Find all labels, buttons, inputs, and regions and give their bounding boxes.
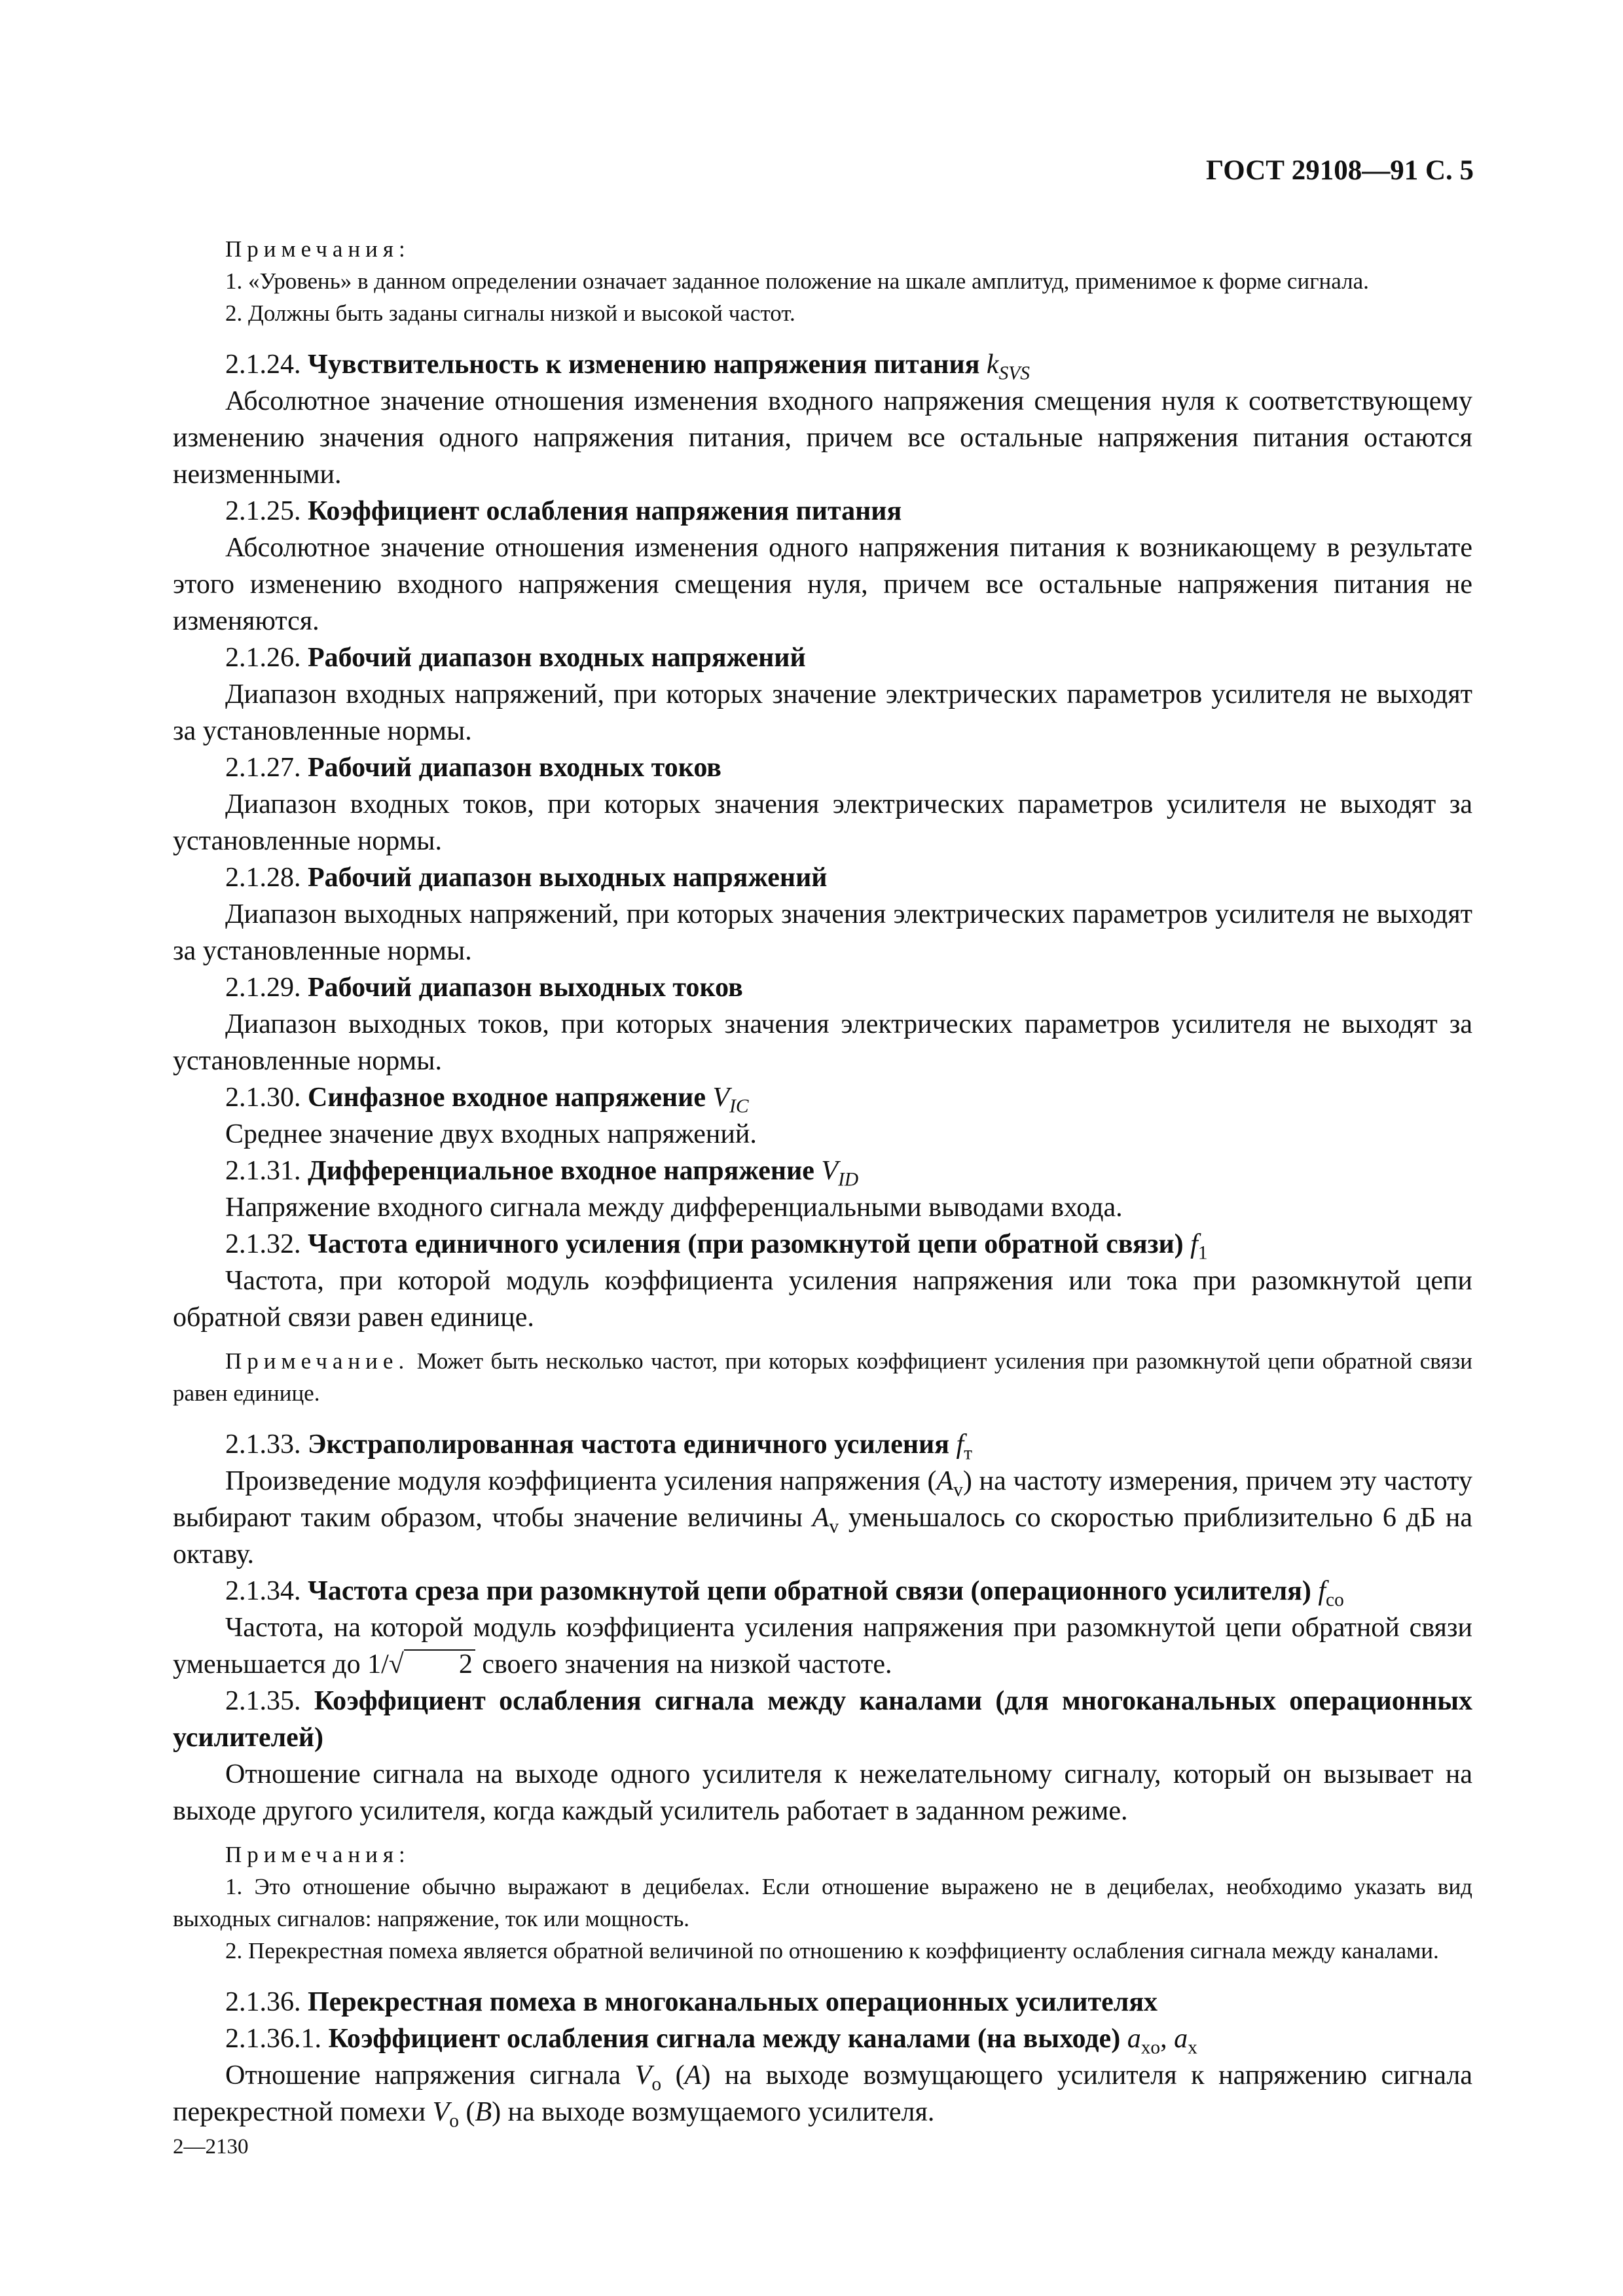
term-symbol: V [712,1083,730,1113]
section-term: Частота среза при разомкнутой цепи обратной связи (операционного усилителя) [308,1576,1311,1606]
section-body: Абсолютное значение отношения изменения одного напряжения питания к возникающему в результате этого изменению входного напряжения смещения нуля, причем все остальные напряжения питания не изменяются. [173,533,1472,636]
section-heading [173,1426,1472,1463]
section-2-1-36-1 [173,2020,1472,2130]
notes-block-2 [173,1839,1472,1967]
note-item: 2. Перекрестная помеха является обратной величиной по отношению к коэффициенту ослабления сигнала между каналами. [225,1938,1439,1964]
section-body: Диапазон входных напряжений, при которых значение электрических параметров усилителя не выходят за установленные нормы. [173,679,1472,746]
note-item: 1. «Уровень» в данном определении означает заданное положение на шкале амплитуд, применимое к форме сигнала. [225,268,1369,294]
section-2-1-34 [173,1573,1472,1683]
section-heading [173,1153,1472,1189]
section-body: Частота, при которой модуль коэффициента усиления напряжения или тока при разомкнутой цепи обратной связи равен единице. [173,1266,1472,1333]
section-2-1-24 [173,346,1472,493]
term-symbol-subscript: co [1326,1589,1344,1611]
section-number: 2.1.33. [225,1429,301,1460]
note-single [173,1345,1472,1409]
term-symbol-subscript: xo [1140,2037,1161,2058]
section-term: Рабочий диапазон входных токов [308,753,721,783]
section-term: Синфазное входное напряжение [308,1083,706,1113]
section-2-1-31 [173,1153,1472,1226]
section-term: Экстраполированная частота единичного усиления [308,1429,949,1460]
section-heading [173,493,1472,529]
term-symbol: k [986,350,999,380]
section-number: 2.1.27. [225,753,301,783]
section-term: Рабочий диапазон входных напряжений [308,643,806,673]
section-term: Коэффициент ослабления сигнала между каналами (для многоканальных операционных усилителей) [173,1686,1472,1753]
term-symbol-subscript: ID [838,1169,859,1191]
section-heading [173,346,1472,383]
fraction: 1/ [367,1649,389,1679]
voltage-symbol-subscript: o [449,2110,459,2132]
note-text: Может быть несколько частот, при которых коэффициент усиления при разомкнутой цепи обратной связи равен единице. [173,1348,1472,1406]
note-item: 1. Это отношение обычно выражают в децибелах. Если отношение выражено не в децибелах, необходимо указать вид выходных сигналов: напряжение, ток или мощность. [173,1874,1472,1931]
term-symbol-subscript: т [964,1443,972,1464]
gain-symbol: A [812,1503,830,1533]
section-number: 2.1.30. [225,1083,301,1113]
section-number: 2.1.28. [225,863,301,893]
section-term: Коэффициент ослабления сигнала между каналами (на выходе) [328,2024,1121,2054]
section-2-1-25 [173,493,1472,639]
section-number: 2.1.24. [225,350,301,380]
section-body: Произведение модуля коэффициента усиления напряжения $(A_v)$ на частоту измерения, причем эту частоту выбирают таким образом, чтобы значение величины $A_v$ уменьшалось со скоростью приблизительно 6 дБ на октаву. [173,1466,1472,1570]
section-heading: 2.1.36.1. Коэффициент ослабления сигнала между каналами (на выходе) $a_{xo}$, $a_x$ [225,2024,1197,2058]
section-term: Рабочий диапазон выходных напряжений [308,863,828,893]
section-heading [173,859,1472,896]
term-symbol: V [821,1156,839,1186]
gain-symbol-subscript: v [953,1479,963,1501]
term-symbol: f [1190,1229,1198,1259]
term-symbol-subscript: 1 [1197,1242,1208,1264]
note-item: 2. Должны быть заданы сигналы низкой и высокой частот. [225,300,795,326]
voltage-symbol-subscript: o [651,2073,662,2095]
section-number: 2.1.32. [225,1229,301,1259]
section-number: 2.1.31. [225,1156,301,1186]
section-2-1-32 [173,1226,1472,1336]
section-term: Частота единичного усиления (при разомкнутой цепи обратной связи) [308,1229,1184,1259]
notes-title: Примечания: [225,236,410,262]
section-heading [173,639,1472,676]
section-number: 2.1.34. [225,1576,301,1606]
section-term: Чувствительность к изменению напряжения питания [308,350,980,380]
voltage-symbol: V [432,2097,450,2127]
section-body: Отношение напряжения сигнала $V_o$ (A) на выходе возмущающего усилителя к напряжению сигнала перекрестной помехи $V_o$ (B) на выходе возмущаемого усилителя. [173,2060,1472,2132]
notes-block-1 [173,233,1472,329]
section-number: 2.1.25. [225,496,301,526]
section-term: Перекрестная помеха в многоканальных операционных усилителях [308,1987,1158,2017]
section-number: 2.1.29. [225,973,301,1003]
section-number: 2.1.36. [225,1987,301,2017]
section-number: 2.1.26. [225,643,301,673]
section-number: 2.1.35. [225,1686,301,1716]
section-term: Рабочий диапазон выходных токов [308,973,743,1003]
section-2-1-30 [173,1079,1472,1153]
section-body: Напряжение входного сигнала между дифференциальными выводами входа. [225,1193,1123,1223]
term-symbol: a [1127,2024,1141,2054]
section-heading [173,1573,1472,1609]
section-heading [173,1984,1472,2020]
term-symbol-subscript: SVS [998,363,1030,384]
gain-symbol: A [936,1466,954,1496]
section-heading [173,1683,1472,1756]
section-2-1-29 [173,969,1472,1079]
amplifier-label: B [475,2097,492,2127]
note-label: Примечание. [225,1348,410,1374]
section-2-1-26 [173,639,1472,749]
section-2-1-35 [173,1683,1472,1829]
section-number: 2.1.36.1. [225,2024,321,2054]
term-symbol: f [1318,1576,1326,1606]
section-heading [173,749,1472,786]
section-term: Коэффициент ослабления напряжения питания [308,496,902,526]
term-symbol: a [1174,2024,1188,2054]
square-root: 2 [404,1649,475,1678]
notes-title: Примечания: [225,1842,410,1867]
voltage-symbol: V [634,2060,652,2090]
term-symbol-subscript: IC [729,1096,749,1117]
section-heading [173,969,1472,1006]
print-code: 2—2130 [173,2135,249,2159]
section-heading [173,1079,1472,1116]
section-body: Диапазон входных токов, при которых значения электрических параметров усилителя не выходят за установленные нормы. [173,789,1472,856]
section-2-1-27 [173,749,1472,859]
running-header: ГОСТ 29108—91 С. 5 [1205,155,1474,186]
gain-symbol-subscript: v [829,1516,839,1537]
term-symbol-subscript: x [1188,2037,1197,2058]
section-body: Диапазон выходных напряжений, при которых значения электрических параметров усилителя не выходят за установленные нормы. [173,899,1472,966]
section-body: Частота, на которой модуль коэффициента усиления напряжения при разомкнутой цепи обратной связи уменьшается до 1/√ 2 своего значения на низкой частоте. [173,1613,1472,1679]
section-2-1-36 [173,1984,1472,2020]
page-body [173,233,1472,2130]
section-2-1-28 [173,859,1472,969]
section-term: Дифференциальное входное напряжение [308,1156,814,1186]
section-body: Диапазон выходных токов, при которых значения электрических параметров усилителя не выходят за установленные нормы. [173,1009,1472,1076]
section-2-1-33 [173,1426,1472,1573]
amplifier-label: A [684,2060,702,2090]
section-body: Среднее значение двух входных напряжений. [225,1119,757,1149]
term-symbol: f [956,1429,964,1460]
section-body: Отношение сигнала на выходе одного усилителя к нежелательному сигналу, который он вызывает на выходе другого усилителя, когда каждый усилитель работает в заданном режиме. [173,1759,1472,1826]
section-heading [173,1226,1472,1263]
section-body: Абсолютное значение отношения изменения входного напряжения смещения нуля к соответствующему изменению значения одного напряжения питания, причем все остальные напряжения питания остаются неизменными. [173,386,1472,490]
